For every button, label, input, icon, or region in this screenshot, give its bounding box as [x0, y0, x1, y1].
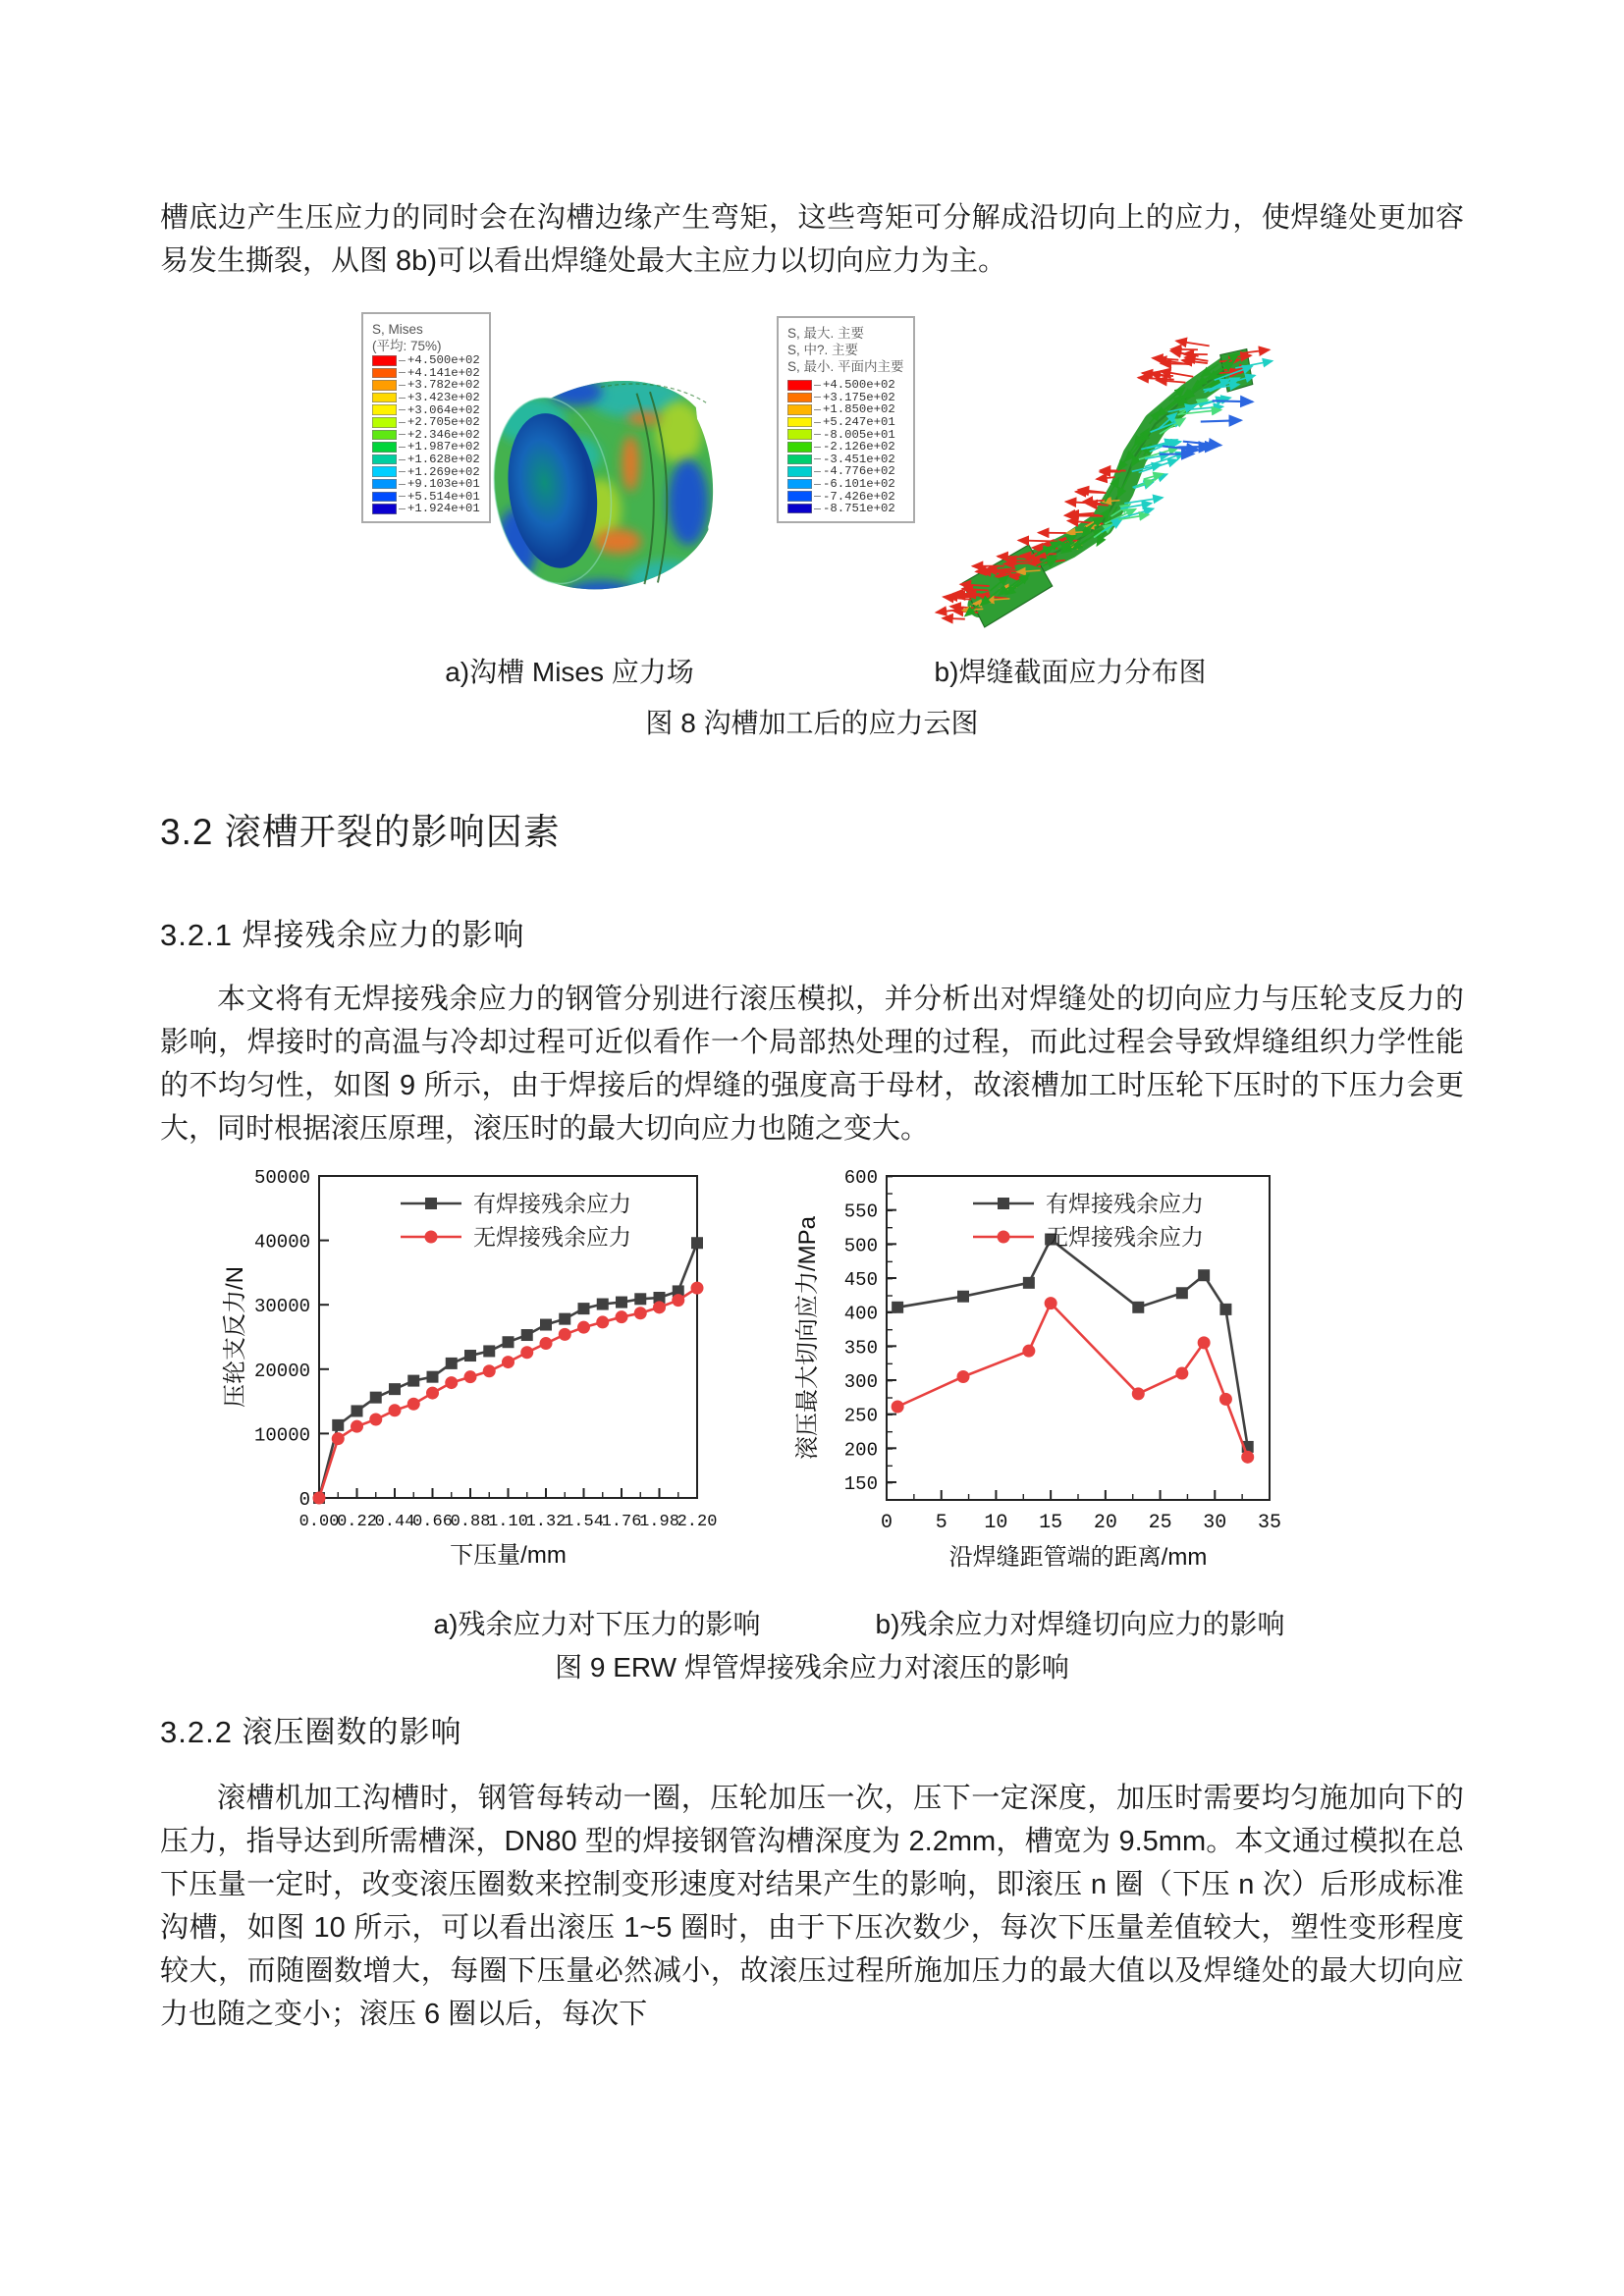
stress-scale-row: [787, 478, 904, 491]
figure-8: [160, 304, 1464, 643]
figure8-caption-b: b)焊缝截面应力分布图: [934, 657, 1207, 687]
paragraph-rolling-passes: 滚槽机加工沟槽时，钢管每转动一圈，压轮加压一次，压下一定深度，加压时需要均匀施加向下的压力，指导达到所需槽深，DN80 型的焊接钢管沟槽深度为 2.2mm，槽宽为 9.5mm。本文通过模拟在总下压量一定时，改变滚压圈数来控制变形速度对结果产生的影响，即滚压 n 圈（下压 n 次）后形成标准沟槽，如图 10 所示，可以看出滚压 1~5 圈时，由于下压次数少，每次下压量差值较大，塑性变形程度较大，而随圈数增大，每圈下压量必然减小，故滚压过程所施加压力的最大值以及焊缝处的最大切向应力也随之变小；滚压 6 圈以后，每次下: [160, 1783, 1464, 2030]
stress-scale-value: +9.103e+01: [407, 477, 480, 492]
stress-scale-value: +5.514e+01: [407, 489, 480, 504]
stress-scale-row: [787, 428, 904, 441]
svg-text:10000: 10000: [253, 1424, 310, 1447]
stress-scale-value: +4.500e+02: [823, 378, 895, 393]
svg-text:30000: 30000: [253, 1296, 310, 1318]
subsection-heading-3-2-1: 3.2.1 焊接残余应力的影响: [160, 918, 525, 952]
figure-9-title: 图 9 ERW 焊管焊接残余应力对滚压的影响: [555, 1652, 1069, 1682]
stress-scale-value: +3.782e+02: [407, 378, 480, 393]
mises-legend-title: S, Mises: [372, 322, 423, 337]
svg-text:15: 15: [1039, 1512, 1063, 1534]
principal-legend-title-3: S, 最小. 平面内主要: [787, 359, 904, 374]
stress-scale-swatch: [787, 466, 812, 477]
figure8-captions: [160, 651, 1464, 690]
svg-text:1.32: 1.32: [525, 1513, 567, 1531]
figure-9: [160, 1164, 1464, 1601]
svg-text:有焊接残余应力: 有焊接残余应力: [1046, 1191, 1204, 1216]
stress-scale-value: +5.247e+01: [823, 415, 895, 430]
stress-scale-value: +1.924e+01: [407, 502, 480, 516]
stress-scale-row: [787, 490, 904, 503]
svg-text:0.66: 0.66: [412, 1513, 453, 1531]
stress-scale-value: +1.850e+02: [823, 402, 895, 417]
svg-text:0.44: 0.44: [374, 1513, 415, 1531]
svg-text:2.20: 2.20: [677, 1513, 718, 1531]
stress-scale-row: [372, 354, 480, 367]
svg-text:压轮支反力/N: 压轮支反力/N: [222, 1266, 248, 1408]
stress-scale-value: +1.269e+02: [407, 464, 480, 479]
subsection-heading-3-2-2: 3.2.2 滚压圈数的影响: [160, 1715, 462, 1749]
stress-scale-value: +1.628e+02: [407, 453, 480, 467]
stress-scale-swatch: [372, 504, 397, 514]
svg-text:1.76: 1.76: [601, 1513, 642, 1531]
svg-text:5: 5: [935, 1512, 947, 1534]
stress-scale-swatch: [372, 466, 397, 477]
svg-text:150: 150: [843, 1472, 878, 1495]
stress-scale-swatch: [372, 393, 397, 403]
stress-scale-value: -8.751e+02: [823, 502, 895, 516]
stress-scale-swatch: [372, 430, 397, 441]
stress-scale-swatch: [372, 355, 397, 366]
stress-scale-row: [787, 392, 904, 404]
stress-scale-value: +1.987e+02: [407, 440, 480, 454]
svg-text:1.98: 1.98: [639, 1513, 679, 1531]
principal-stress-legend-box: [777, 316, 915, 523]
svg-text:25: 25: [1148, 1512, 1172, 1534]
svg-text:20000: 20000: [253, 1360, 310, 1382]
stress-scale-swatch: [787, 491, 812, 502]
figure9-caption-b: b)残余应力对焊缝切向应力的影响: [875, 1609, 1285, 1639]
principal-legend-title-1: S, 最大. 主要: [787, 326, 865, 341]
stress-scale-value: +4.141e+02: [407, 365, 480, 380]
stress-scale-row: [372, 429, 480, 442]
stress-scale-swatch: [372, 454, 397, 465]
stress-scale-row: [372, 503, 480, 515]
svg-text:下压量/mm: 下压量/mm: [450, 1542, 567, 1569]
stress-scale-row: [372, 416, 480, 429]
paragraph-residual-stress: 本文将有无焊接残余应力的钢管分别进行滚压模拟，并分析出对焊缝处的切向应力与压轮支反力的影响，焊接时的高温与冷却过程可近似看作一个局部热处理的过程，而此过程会导致焊缝组织力学性能的不均匀性，如图 9 所示，由于焊接后的焊缝的强度高于母材，故滚槽加工时压轮下压时的下压力会更大，同时根据滚压原理，滚压时的最大切向应力也随之变大。: [160, 984, 1464, 1145]
stress-scale-swatch: [372, 479, 397, 490]
paragraph-groove-stress: 槽底边产生压应力的同时会在沟槽边缘产生弯矩，这些弯矩可分解成沿切向上的应力，使焊缝处更加容易发生撕裂，从图 8b)可以看出焊缝处最大主应力以切向应力为主。: [160, 202, 1464, 277]
mises-legend-box: [361, 312, 491, 523]
stress-scale-row: [372, 367, 480, 380]
svg-text:250: 250: [843, 1405, 878, 1427]
svg-text:500: 500: [843, 1235, 878, 1257]
stress-scale-row: [787, 416, 904, 429]
stress-scale-row: [372, 478, 480, 491]
chart-pressure-vs-depth: [221, 1164, 722, 1596]
svg-text:0: 0: [880, 1512, 893, 1534]
stress-scale-swatch: [372, 404, 397, 415]
stress-scale-swatch: [787, 479, 812, 490]
figure-8-title: 图 8 沟槽加工后的应力云图: [645, 708, 979, 738]
stress-scale-row: [372, 403, 480, 416]
figure8-caption-a: a)沟槽 Mises 应力场: [445, 657, 694, 687]
figure9-caption-a: a)残余应力对下压力的影响: [433, 1609, 761, 1639]
stress-scale-row: [787, 465, 904, 478]
stress-scale-swatch: [372, 442, 397, 453]
stress-scale-value: -8.005e+01: [823, 427, 895, 442]
figure9-captions: [160, 1603, 1464, 1642]
stress-scale-value: -3.451e+02: [823, 452, 895, 466]
stress-scale-swatch: [787, 429, 812, 440]
stress-scale-value: +2.346e+02: [407, 427, 480, 442]
svg-text:40000: 40000: [253, 1231, 310, 1254]
groove-mises-contour-image: [484, 330, 718, 628]
stress-scale-row: [787, 503, 904, 515]
svg-text:1.10: 1.10: [488, 1513, 528, 1531]
weld-section-stress-arrows-image: [904, 312, 1328, 636]
stress-scale-value: -2.126e+02: [823, 440, 895, 454]
stress-scale-row: [787, 379, 904, 392]
stress-scale-row: [787, 454, 904, 466]
stress-scale-swatch: [787, 504, 812, 514]
stress-scale-row: [372, 379, 480, 392]
stress-scale-row: [372, 392, 480, 404]
stress-scale-row: [372, 441, 480, 454]
stress-scale-swatch: [372, 380, 397, 391]
svg-text:0.00: 0.00: [298, 1513, 340, 1531]
svg-text:350: 350: [843, 1337, 878, 1360]
section-heading-3-2: 3.2 滚槽开裂的影响因素: [160, 812, 561, 852]
stress-scale-row: [372, 491, 480, 504]
stress-scale-value: +3.423e+02: [407, 391, 480, 405]
svg-text:550: 550: [843, 1201, 878, 1223]
stress-scale-row: [372, 454, 480, 466]
stress-scale-value: +2.705e+02: [407, 415, 480, 430]
stress-scale-row: [787, 403, 904, 416]
stress-scale-value: -7.426e+02: [823, 489, 895, 504]
svg-text:无焊接残余应力: 无焊接残余应力: [1046, 1224, 1204, 1250]
svg-text:0: 0: [298, 1489, 310, 1511]
stress-scale-value: +3.064e+02: [407, 402, 480, 417]
svg-text:滚压最大切向应力/MPa: 滚压最大切向应力/MPa: [794, 1215, 821, 1461]
svg-text:30: 30: [1203, 1512, 1227, 1534]
svg-text:450: 450: [843, 1268, 878, 1291]
principal-legend-title-2: S, 中?. 主要: [787, 343, 859, 357]
stress-scale-swatch: [787, 393, 812, 403]
svg-text:200: 200: [843, 1439, 878, 1462]
stress-scale-row: [787, 441, 904, 454]
svg-text:600: 600: [843, 1167, 878, 1189]
stress-scale-swatch: [787, 442, 812, 453]
stress-scale-value: -6.101e+02: [823, 477, 895, 492]
svg-text:300: 300: [843, 1370, 878, 1393]
stress-scale-value: -4.776e+02: [823, 464, 895, 479]
mises-legend-subtitle: (平均: 75%): [372, 339, 442, 353]
stress-scale-swatch: [787, 404, 812, 415]
svg-text:有焊接残余应力: 有焊接残余应力: [473, 1191, 631, 1216]
stress-scale-swatch: [372, 368, 397, 379]
svg-text:无焊接残余应力: 无焊接残余应力: [473, 1224, 631, 1250]
svg-text:0.88: 0.88: [450, 1513, 491, 1531]
stress-scale-swatch: [787, 454, 812, 465]
stress-scale-row: [372, 465, 480, 478]
stress-scale-swatch: [787, 417, 812, 428]
stress-scale-swatch: [787, 380, 812, 391]
chart-tangential-stress-vs-distance: [793, 1164, 1294, 1601]
stress-scale-swatch: [372, 492, 397, 503]
svg-text:35: 35: [1257, 1512, 1282, 1534]
svg-text:50000: 50000: [253, 1167, 310, 1189]
svg-text:20: 20: [1093, 1512, 1117, 1534]
svg-text:1.54: 1.54: [564, 1513, 604, 1531]
stress-scale-swatch: [372, 417, 397, 428]
stress-scale-value: +4.500e+02: [407, 353, 480, 368]
svg-text:0.22: 0.22: [337, 1513, 377, 1531]
stress-scale-value: +3.175e+02: [823, 390, 895, 404]
svg-text:10: 10: [984, 1512, 1008, 1534]
svg-text:沿焊缝距管端的距离/mm: 沿焊缝距管端的距离/mm: [948, 1544, 1208, 1571]
svg-text:400: 400: [843, 1303, 878, 1325]
